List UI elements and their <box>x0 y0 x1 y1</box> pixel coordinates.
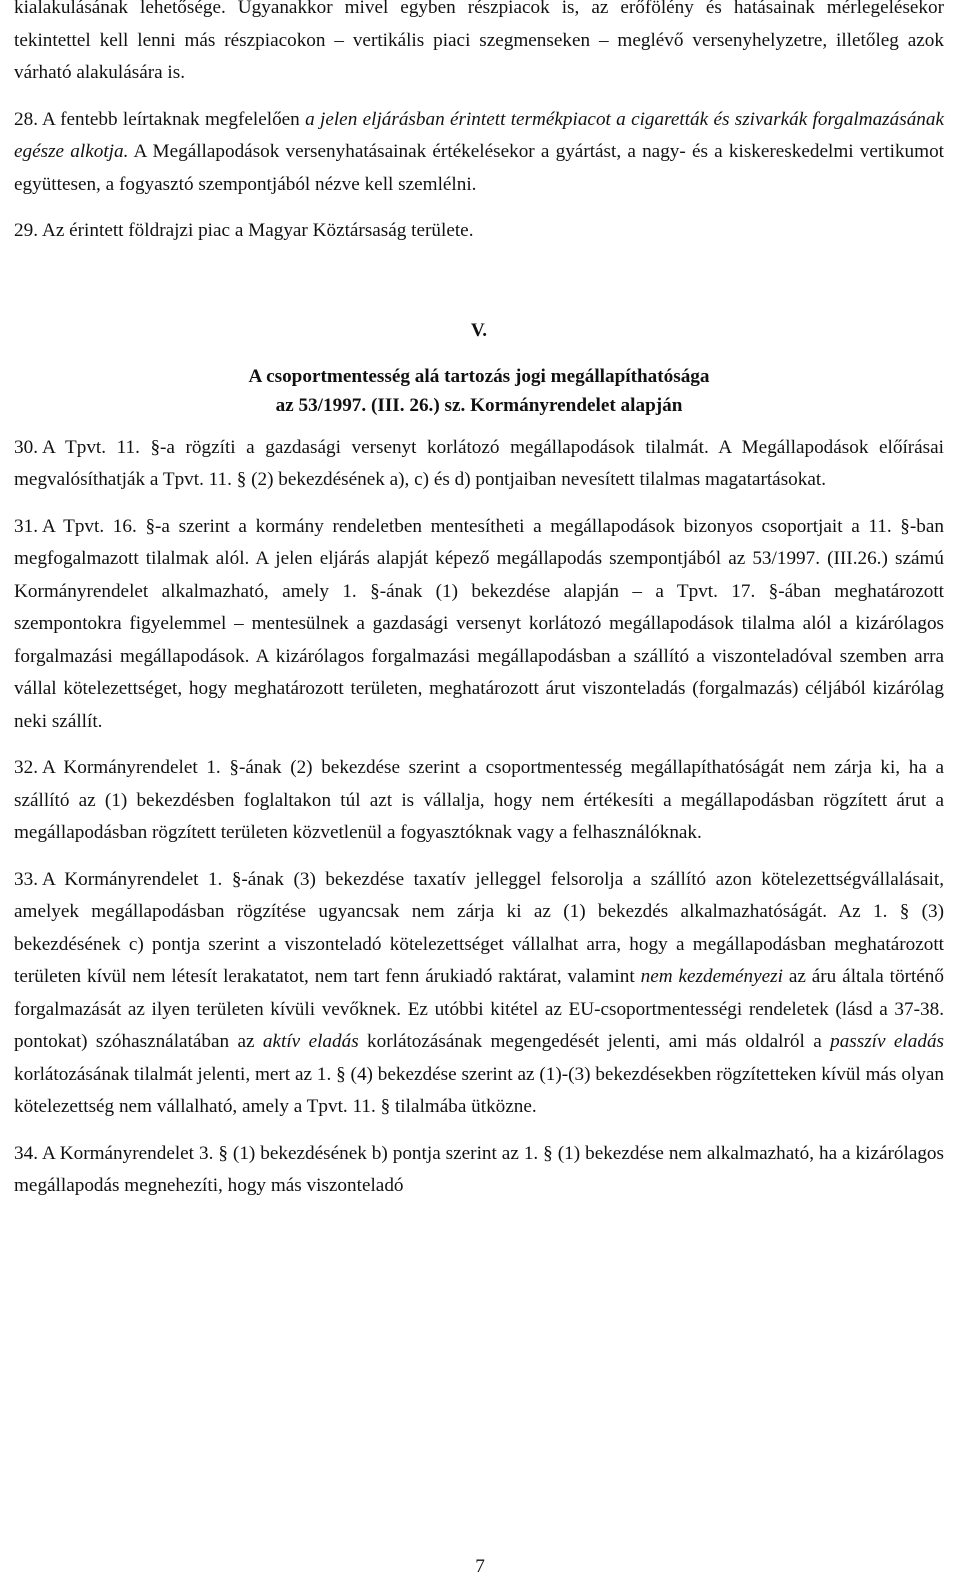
intro-text: kialakulásának lehetősége. Ugyanakkor mivel egyben részpiacok is, az erőfölény és hatásainak mérlegelésekor tekintettel kell lenni más részpiacokon – vertikális piaci szegmenseken – meglévő versenyhelyzetre, illetőleg azok várható alakulására is. <box>14 0 944 83</box>
paragraph-34: 34. A Kormányrendelet 3. § (1) bekezdésének b) pontja szerint az 1. § (1) bekezdése nem alkalmazható, ha a kizárólagos megállapodás megnehezíti, hogy más viszonteladó <box>14 1142 944 1196</box>
section-title-line-1: A csoportmentesség alá tartozás jogi megállapíthatósága <box>248 365 710 387</box>
paragraph-30: 30. A Tpvt. 11. §-a rögzíti a gazdasági versenyt korlátozó megállapodások tilalmát. A Megállapodások előírásai megvalósíthatják a Tpvt. 11. § (2) bekezdésének a), c) és d) pontjaiban nevesített tilalmas magatartásokat. <box>14 436 944 490</box>
paragraph-number: 32. <box>14 757 38 778</box>
paragraph-number: 34. <box>14 1142 38 1164</box>
paragraph-number: 31. <box>14 515 38 537</box>
paragraph-33: 33. A Kormányrendelet 1. §-ának (3) bekezdése taxatív jelleggel felsorolja a szállító azon kötelezettségvállalásait, amelyek megállapodásban rögzítése ugyancsak nem zárja ki az (1) bekezdés alkalmazhatóságát. Az 1. § (3) bekezdésének c) pontja szerint a viszonteladó kötelezettséget vállalhat arra, hogy a megállapodásban meghatározott területen kívül nem létesít lerakatatot, nem tart fenn árukiadó raktárat, valamint nem kezdeményezi az áru általa történő forgalmazását az ilyen területen kívüli vevőknek. Ez utóbbi kitétel az EU-csoportmentességi rendeletek (lásd a 37-38. pontokat) szóhasználatában az aktív eladás korlátozásának megengedését jelenti, ami más oldalról a passzív eladás korlátozásának tilalmát jelenti, mert az 1. § (4) bekezdése szerint az (1)-(3) bekezdésekben rögzítetteken kívül más olyan kötelezettség nem vállalható, amely a Tpvt. 11. § tilalmába ütközne. <box>14 868 945 1117</box>
paragraph-number: 28. <box>14 108 38 130</box>
paragraph-number: 33. <box>14 868 38 890</box>
paragraph-32: 32. A Kormányrendelet 1. §-ának (2) bekezdése szerint a csoportmentesség megállapíthatóságát nem zárja ki, ha a szállító az (1) bekezdésben foglaltakon túl azt is vállalja, hogy nem értékesíti a megállapodásban rögzített árut a megállapodásban rögzített területen közvetlenül a fogyasztóknak vagy a felhasználóknak. <box>14 757 944 843</box>
section-number: V. <box>470 319 488 341</box>
paragraph-29: 29. Az érintett földrajzi piac a Magyar Köztársaság területe. <box>14 220 474 241</box>
intro-paragraph <box>14 0 944 90</box>
section-title-line-2: az 53/1997. (III. 26.) sz. Kormányrendelet alapján <box>275 394 683 416</box>
page-number: 7 <box>475 1556 485 1577</box>
paragraph-number: 29. <box>14 220 38 241</box>
emphasis-text: aktív eladás <box>262 1031 359 1052</box>
paragraph-28: 28. A fentebb leírtaknak megfelelően a jelen eljárásban érintett termékpiacot a cigaretták és szivarkák forgalmazásának egésze alkotja. A Megállapodások versenyhatásainak értékelésekor a gyártást, a nagy- és a kiskereskedelmi vertikumot együttesen, a fogyasztó szempontjából nézve kell szemlélni. <box>14 108 945 195</box>
emphasis-text: a jelen eljárásban érintett termékpiacot a cigaretták és szivarkák forgalmazásának egésze alkotja. <box>14 108 945 162</box>
emphasis-text: nem kezdeményezi <box>640 966 783 987</box>
emphasis-text: passzív eladás <box>830 1031 945 1052</box>
document-page <box>14 0 944 1203</box>
paragraph-number: 30. <box>14 436 38 458</box>
paragraph-31: 31. A Tpvt. 16. §-a szerint a kormány rendeletben mentesítheti a megállapodások bizonyos csoportjait a 11. §-ban megfogalmazott tilalmak alól. A jelen eljárás alapját képező megállapodás szempontjából az 53/1997. (III.26.) számú Kormányrendelet alkalmazható, amely 1. §-ának (1) bekezdése alapján – a Tpvt. 17. §-ában meghatározott szempontokra figyelemmel – mentesülnek a gazdasági versenyt korlátozó megállapodások tilalma alól a kizárólagos forgalmazási megállapodások. A kizárólagos forgalmazási megállapodásban a szállító a viszonteladóval szemben arra vállal kötelezettséget, hogy meghatározott területen, meghatározott árut viszonteladás (forgalmazás) céljából kizárólag neki szállít. <box>14 515 944 732</box>
